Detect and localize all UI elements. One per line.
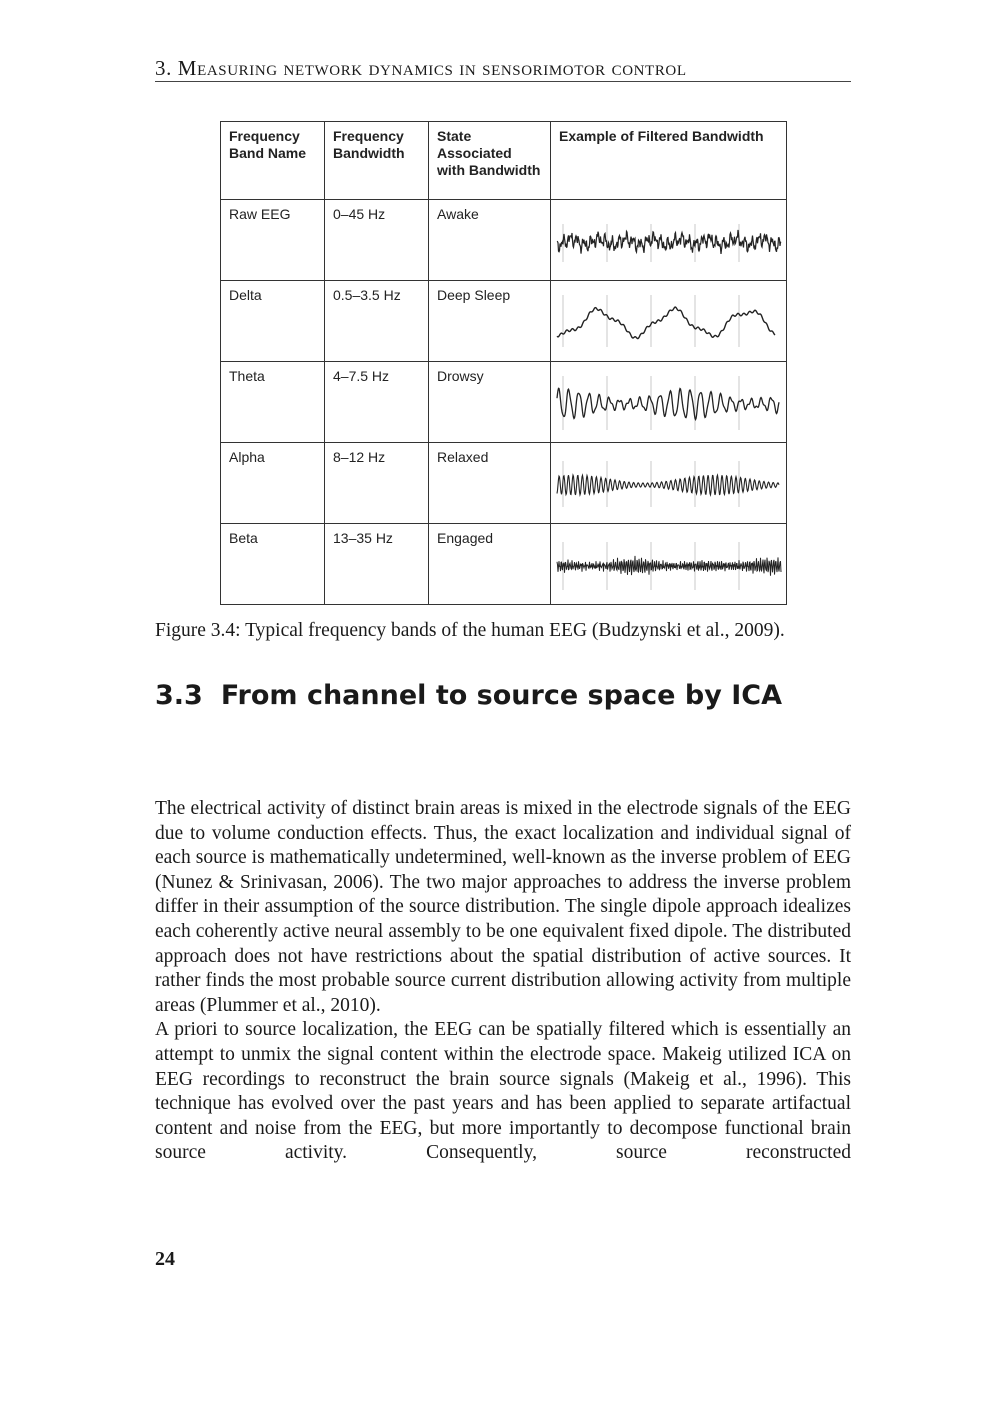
header-rule (155, 81, 851, 82)
bandwidth-cell: 0.5–3.5 Hz (325, 281, 429, 362)
section-heading (155, 680, 782, 711)
state-cell: Awake (429, 200, 551, 281)
table-row (221, 281, 787, 362)
alpha-waveform (551, 443, 784, 523)
page-number: 24 (155, 1248, 175, 1270)
bandwidth-cell: 8–12 Hz (325, 443, 429, 524)
table-row (221, 200, 787, 281)
beta-waveform (551, 524, 784, 604)
header-example: Example of Filtered Bandwidth (551, 122, 787, 200)
band-name-cell: Beta (221, 524, 325, 605)
band-name-cell: Alpha (221, 443, 325, 524)
band-name-cell: Delta (221, 281, 325, 362)
bandwidth-cell: 13–35 Hz (325, 524, 429, 605)
table-row (221, 362, 787, 443)
table-row (221, 524, 787, 605)
header-bandwidth: Frequency Bandwidth (325, 122, 429, 200)
figure-caption: Figure 3.4: Typical frequency bands of the human EEG (Budzynski et al., 2009). (155, 620, 785, 641)
state-cell: Engaged (429, 524, 551, 605)
running-head: 3. Measuring network dynamics in sensorimotor control (155, 56, 687, 80)
section-title: From channel to source space by ICA (220, 680, 782, 711)
paragraph: The electrical activity of distinct brain areas is mixed in the electrode signals of the EEG due to volume conduction effects. Thus, the exact localization and individual signal of each source is mathematically undetermined, well-known as the inverse problem of EEG (Nunez & Srinivasan, 2006). The two major approaches to address the inverse problem differ in their assumption of the source distribution. The single dipole approach idealizes each coherently active neural assembly to be one equivalent fixed dipole. The distributed approach does not have restrictions about the spatial distribution of active sources. It rather finds the most probable source current distribution allowing activity from multiple areas (Plummer et al., 2010). (155, 798, 851, 1016)
table-header-row (221, 122, 787, 200)
waveform-cell (551, 362, 787, 443)
table-row (221, 443, 787, 524)
body-text (155, 797, 851, 1166)
bandwidth-cell: 4–7.5 Hz (325, 362, 429, 443)
state-cell: Relaxed (429, 443, 551, 524)
section-number: 3.3 (155, 680, 203, 711)
eeg-frequency-band-table (220, 121, 787, 605)
delta-waveform (551, 281, 784, 361)
waveform-cell (551, 443, 787, 524)
band-name-cell: Theta (221, 362, 325, 443)
theta-waveform (551, 362, 784, 442)
waveform-cell (551, 524, 787, 605)
waveform-cell (551, 281, 787, 362)
header-band-name: Frequency Band Name (221, 122, 325, 200)
state-cell: Deep Sleep (429, 281, 551, 362)
waveform-cell (551, 200, 787, 281)
paragraph: A priori to source localization, the EEG can be spatially filtered which is essentially an attempt to unmix the signal content within the electrode space. Makeig utilized ICA on EEG recordings to reconstruct the brain source signals (Makeig et al., 1996). This technique has evolved over the past years and has been applied to separate artifactual content and noise from the EEG, but more importantly to decompose functional brain source activity. Consequently, source reconstructed (155, 1019, 851, 1164)
header-state: State Associated with Bandwidth (429, 122, 551, 200)
raw-eeg-waveform (551, 200, 784, 280)
bandwidth-cell: 0–45 Hz (325, 200, 429, 281)
state-cell: Drowsy (429, 362, 551, 443)
band-name-cell: Raw EEG (221, 200, 325, 281)
